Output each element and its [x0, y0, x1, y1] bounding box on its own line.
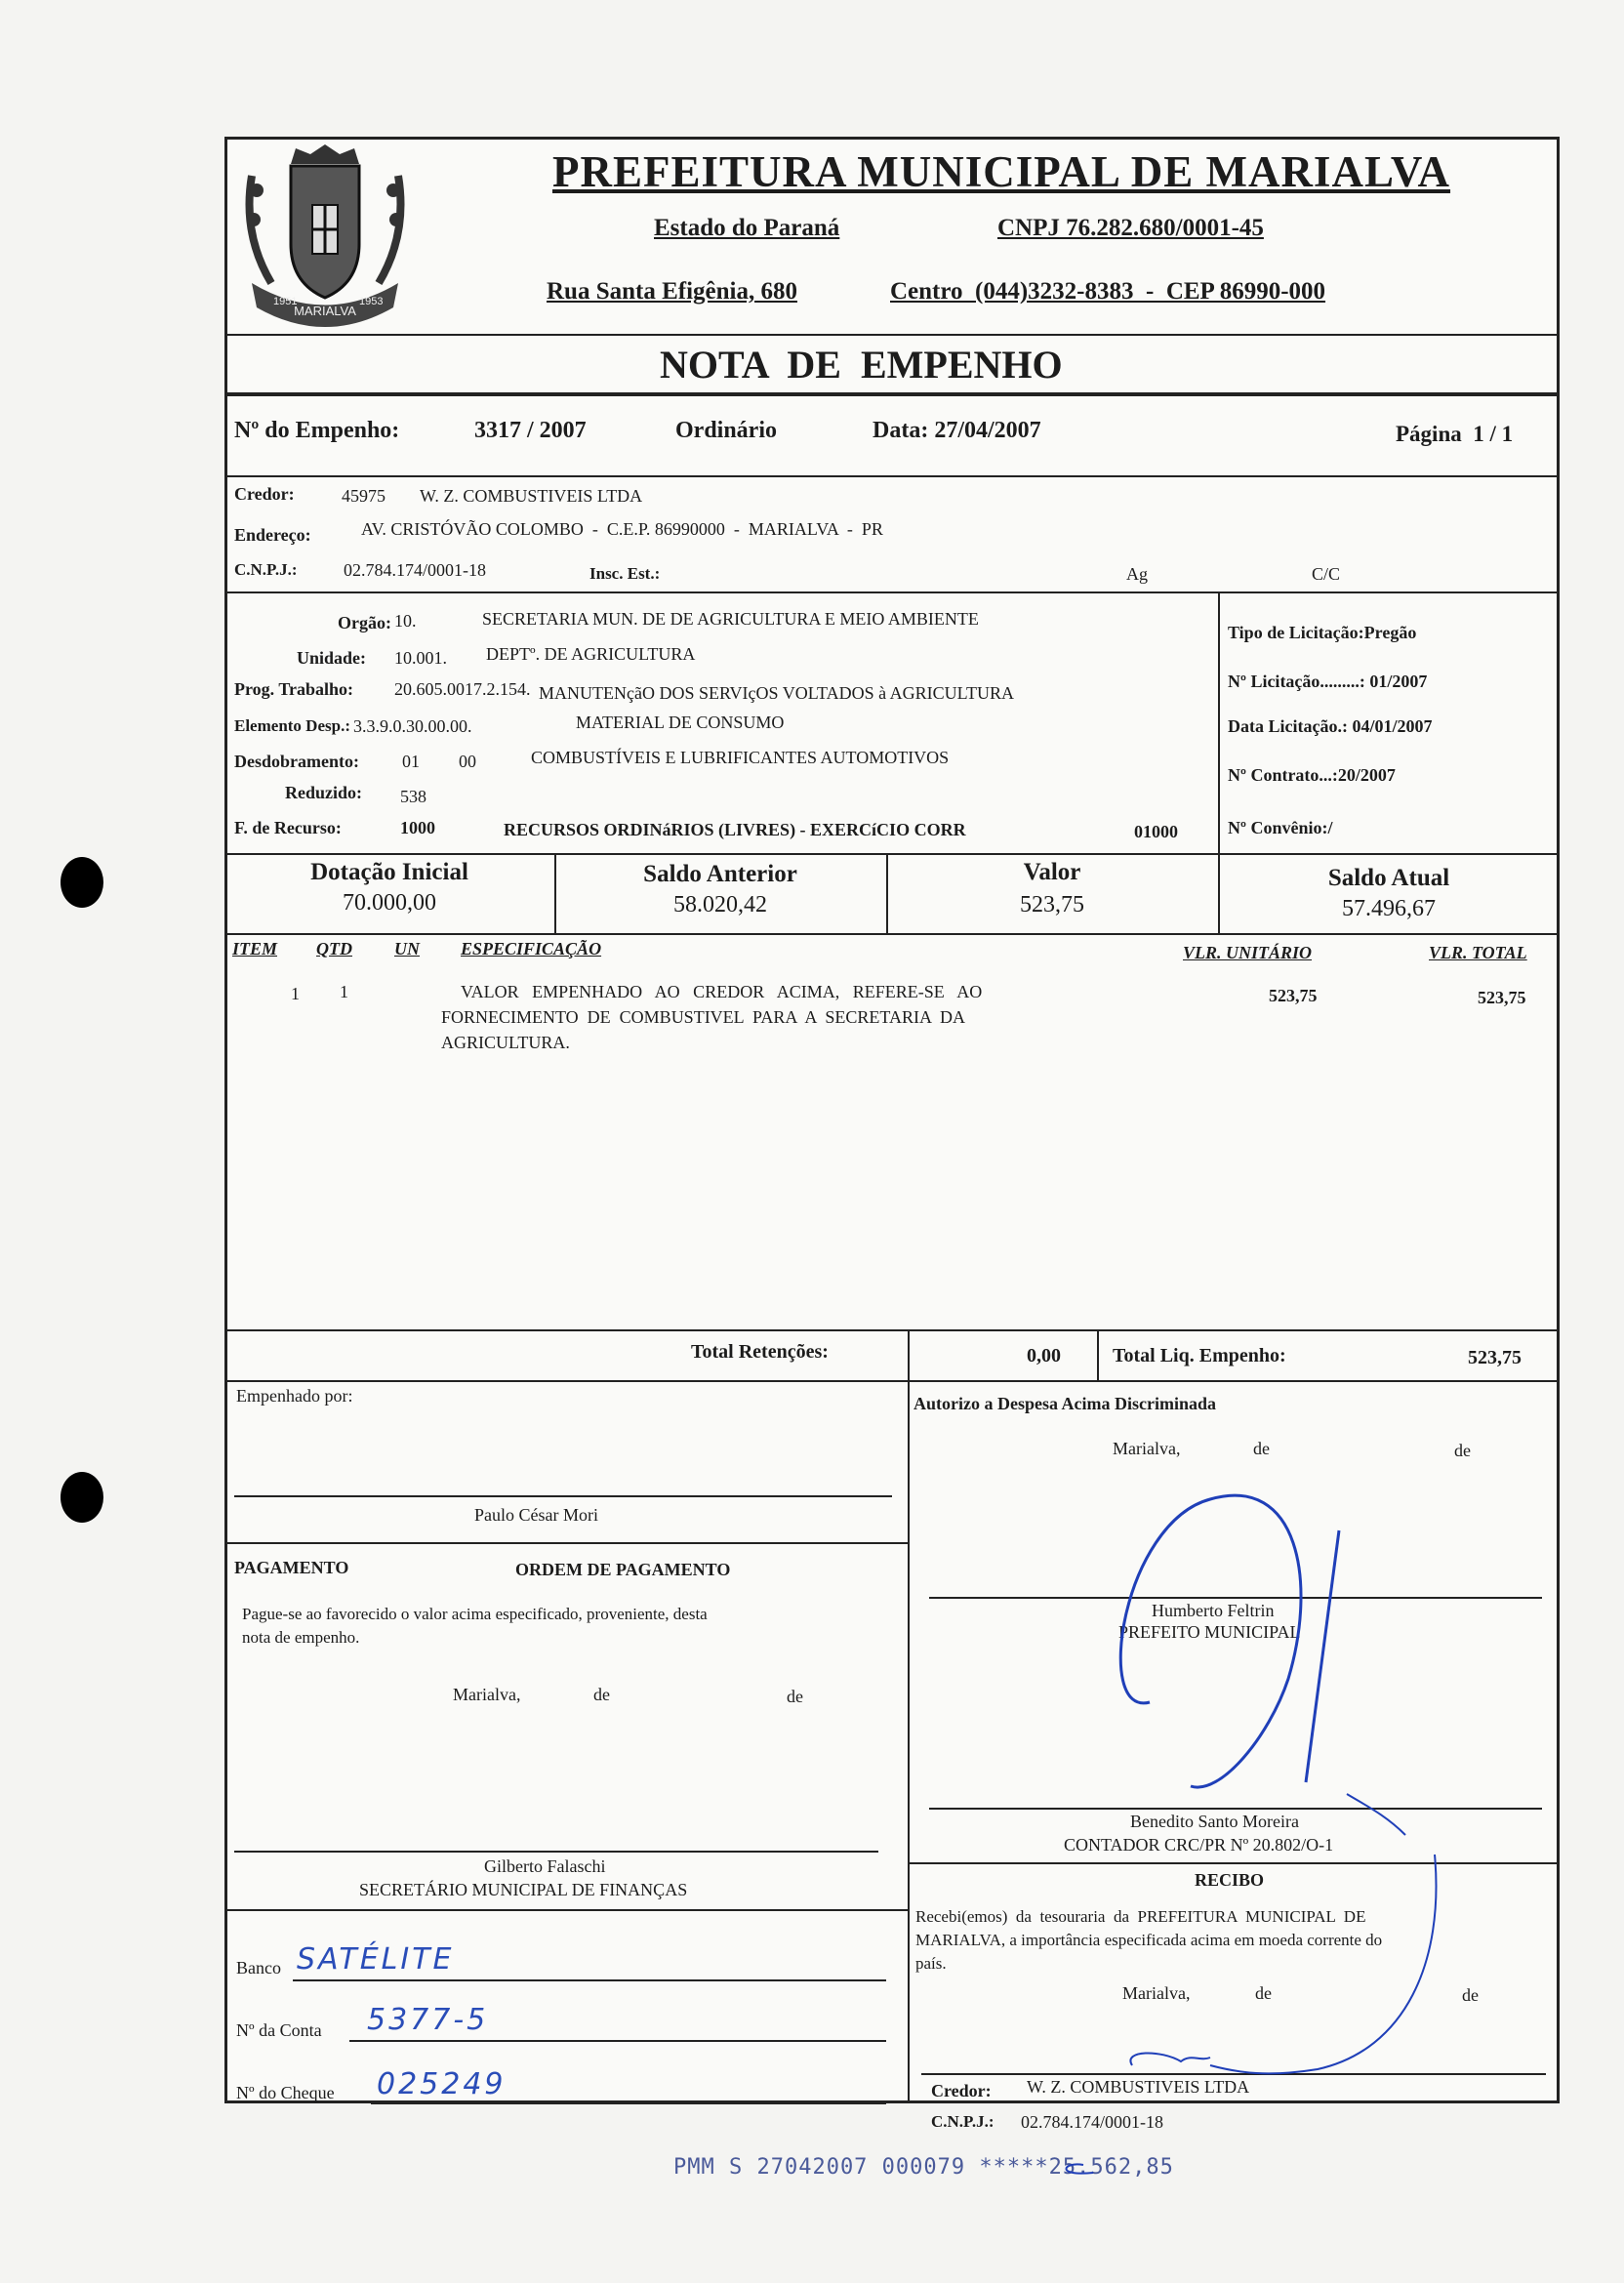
orgao-label: Orgão: — [338, 613, 391, 632]
pagamento-de2: de — [787, 1687, 803, 1706]
total-liquido-value: 523,75 — [1468, 1347, 1522, 1368]
convenio-numero: Nº Convênio:/ — [1228, 818, 1333, 837]
empenho-date: Data: 27/04/2007 — [873, 418, 1041, 443]
recibo-text-line2: MARIALVA, a importância especificada acima em moeda corrente do — [915, 1931, 1383, 1949]
credor-label: Credor: — [234, 484, 295, 504]
recibo-title: RECIBO — [1195, 1870, 1265, 1890]
desdobramento-code2: 00 — [459, 752, 476, 771]
orgao-code: 10. — [394, 611, 417, 631]
prog-trabalho-label: Prog. Trabalho: — [234, 679, 354, 699]
pagamento-text-line1: Pague-se ao favorecido o valor acima especificado, proveniente, desta — [242, 1605, 708, 1623]
autorizo-label: Autorizo a Despesa Acima Discriminada — [914, 1394, 1216, 1413]
retencoes-value: 0,00 — [1027, 1345, 1061, 1366]
recurso-code2: 01000 — [1134, 822, 1178, 841]
desdobramento-label: Desdobramento: — [234, 752, 359, 771]
page-indicator: Página 1 / 1 — [1396, 422, 1514, 446]
prefeito-name: Humberto Feltrin — [1152, 1601, 1275, 1620]
ag-label: Ag — [1126, 564, 1148, 584]
col-vlr-total: VLR. TOTAL — [1429, 943, 1527, 962]
recibo-text-line3: país. — [915, 1954, 947, 1973]
item-unit-value: 523,75 — [1269, 986, 1318, 1005]
conta-label: Nº da Conta — [236, 2020, 322, 2040]
punch-hole-bottom — [61, 1472, 103, 1523]
col-item: ITEM — [232, 939, 278, 958]
recurso-name: RECURSOS ORDINáRIOS (LIVRES) - EXERCíCIO CORR — [504, 820, 966, 839]
item-qtd: 1 — [340, 982, 348, 1001]
header-state: Estado do Paraná — [654, 215, 840, 241]
empenho-number: 3317 / 2007 — [474, 418, 587, 443]
recibo-credor-name: W. Z. COMBUSTIVEIS LTDA — [1027, 2077, 1250, 2097]
unidade-name: DEPTº. DE AGRICULTURA — [486, 644, 696, 664]
col-spec: ESPECIFICAÇÃO — [461, 939, 602, 958]
desdobramento-name: COMBUSTÍVEIS E LUBRIFICANTES AUTOMOTIVOS — [531, 748, 950, 767]
secretario-name: Gilberto Falaschi — [484, 1856, 606, 1876]
recurso-code: 1000 — [400, 818, 435, 837]
dotacao-label: Dotação Inicial — [310, 859, 468, 885]
item-spec-line1: VALOR EMPENHADO AO CREDOR ACIMA, REFERE-SE AO — [461, 982, 983, 1001]
header-cnpj: CNPJ 76.282.680/0001-45 — [997, 215, 1264, 241]
unidade-code: 10.001. — [394, 648, 447, 668]
item-spec-line2: FORNECIMENTO DE COMBUSTIVEL PARA A SECRETARIA DA — [441, 1007, 965, 1027]
saldo-atual-value: 57.496,67 — [1342, 896, 1436, 921]
ordem-pagamento-label: ORDEM DE PAGAMENTO — [515, 1560, 731, 1579]
elemento-code: 3.3.9.0.30.00.00. — [353, 716, 472, 736]
col-vlr-unit: VLR. UNITÁRIO — [1183, 943, 1313, 962]
valor-label: Valor — [1023, 859, 1081, 885]
elemento-label: Elemento Desp.: — [234, 716, 350, 735]
credor-code: 45975 — [342, 486, 386, 506]
recibo-place: Marialva, — [1122, 1983, 1191, 2003]
item-total-value: 523,75 — [1478, 988, 1526, 1007]
credor-name: W. Z. COMBUSTIVEIS LTDA — [420, 486, 643, 506]
crest-banner-text: MARIALVA — [294, 304, 356, 318]
licitacao-numero: Nº Licitação.........: 01/2007 — [1228, 672, 1428, 691]
bank-stamp: PMM S 27042007 000079 *****25.562,85 — [673, 2155, 1174, 2180]
elemento-name: MATERIAL DE CONSUMO — [576, 713, 785, 732]
contador-name: Benedito Santo Moreira — [1130, 1812, 1299, 1831]
recibo-credor-label: Credor: — [931, 2081, 992, 2100]
cheque-label: Nº do Cheque — [236, 2083, 335, 2102]
col-un: UN — [394, 939, 420, 958]
header-district-phone-cep: Centro (044)3232-8383 - CEP 86990-000 — [890, 278, 1326, 305]
pagamento-text-line2: nota de empenho. — [242, 1628, 360, 1647]
pagamento-place: Marialva, — [453, 1685, 521, 1704]
contrato-numero: Nº Contrato...:20/2007 — [1228, 765, 1396, 785]
empenho-type: Ordinário — [675, 418, 778, 443]
cc-label: C/C — [1312, 564, 1341, 584]
valor-value: 523,75 — [1020, 892, 1084, 917]
reduzido-value: 538 — [400, 787, 426, 806]
dotacao-value: 70.000,00 — [343, 890, 436, 916]
prog-trabalho-name: MANUTENçãO DOS SERVIçOS VOLTADOS à AGRICULTURA — [539, 683, 1014, 703]
banco-label: Banco — [236, 1958, 281, 1977]
credor-cnpj: 02.784.174/0001-18 — [344, 560, 486, 580]
recibo-cnpj-label: C.N.P.J.: — [931, 2112, 995, 2131]
total-liquido-label: Total Liq. Empenho: — [1113, 1345, 1286, 1366]
autorizo-de2: de — [1454, 1441, 1471, 1460]
empenhado-name: Paulo César Mori — [474, 1505, 598, 1525]
saldo-atual-label: Saldo Atual — [1327, 865, 1450, 891]
header-title: PREFEITURA MUNICIPAL DE MARIALVA — [552, 147, 1451, 196]
licitacao-tipo: Tipo de Licitação:Pregão — [1228, 623, 1417, 642]
address-label: Endereço: — [234, 525, 311, 545]
municipal-crest — [232, 137, 418, 332]
address-value: AV. CRISTÓVÃO COLOMBO - C.E.P. 86990000 - MARIALVA - PR — [361, 519, 883, 539]
licitacao-data: Data Licitação.: 04/01/2007 — [1228, 716, 1433, 736]
orgao-name: SECRETARIA MUN. DE DE AGRICULTURA E MEIO AMBIENTE — [482, 609, 979, 629]
pagamento-de1: de — [593, 1685, 610, 1704]
recibo-de2: de — [1462, 1985, 1479, 2005]
prog-trabalho-code: 20.605.0017.2.154. — [394, 679, 531, 699]
item-number: 1 — [291, 984, 300, 1003]
recibo-text-line1: Recebi(emos) da tesouraria da PREFEITURA MUNICIPAL DE — [915, 1907, 1366, 1926]
item-spec-line3: AGRICULTURA. — [441, 1033, 570, 1052]
prefeito-title: PREFEITO MUNICIPAL — [1118, 1622, 1301, 1642]
saldo-anterior-value: 58.020,42 — [673, 892, 767, 917]
saldo-anterior-label: Saldo Anterior — [643, 861, 797, 887]
col-qtd: QTD — [316, 939, 352, 958]
reduzido-label: Reduzido: — [285, 783, 363, 802]
retencoes-label: Total Retenções: — [691, 1341, 829, 1363]
recurso-label: F. de Recurso: — [234, 818, 342, 837]
desdobramento-code1: 01 — [402, 752, 420, 771]
autorizo-place: Marialva, — [1113, 1439, 1181, 1458]
cheque-value: 025249 — [377, 2067, 507, 2101]
credor-cnpj-label: C.N.P.J.: — [234, 560, 298, 579]
insc-est-label: Insc. Est.: — [589, 564, 661, 583]
punch-hole-top — [61, 857, 103, 908]
recibo-cnpj: 02.784.174/0001-18 — [1021, 2112, 1163, 2132]
autorizo-de1: de — [1253, 1439, 1270, 1458]
empenho-number-label: Nº do Empenho: — [234, 418, 400, 443]
crest-year-left: 1951 — [273, 296, 298, 307]
document-title: NOTA DE EMPENHO — [660, 343, 1063, 387]
header-street: Rua Santa Efigênia, 680 — [547, 278, 797, 305]
pagamento-label: PAGAMENTO — [234, 1558, 349, 1577]
banco-value: SATÉLITE — [297, 1942, 455, 1977]
recibo-de1: de — [1255, 1983, 1272, 2003]
contador-title: CONTADOR CRC/PR Nº 20.802/O-1 — [1064, 1835, 1334, 1855]
empenhado-label: Empenhado por: — [236, 1386, 353, 1406]
crest-year-right: 1953 — [359, 296, 384, 307]
conta-value: 5377-5 — [367, 2003, 489, 2037]
unidade-label: Unidade: — [297, 648, 367, 668]
secretario-title: SECRETÁRIO MUNICIPAL DE FINANÇAS — [359, 1880, 688, 1899]
